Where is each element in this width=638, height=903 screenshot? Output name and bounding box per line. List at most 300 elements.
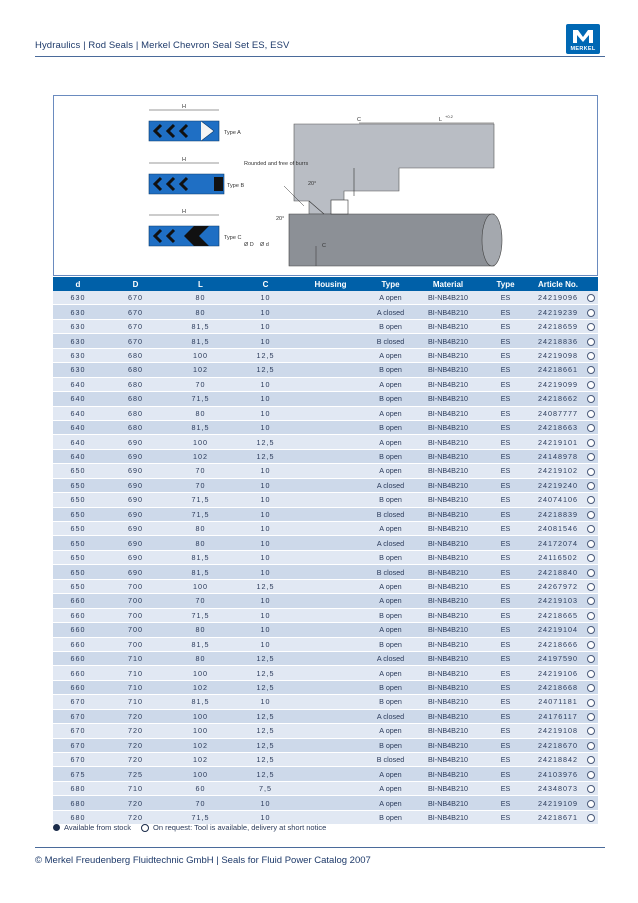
cell-L: 102 <box>168 449 233 463</box>
cell-D: 690 <box>103 478 168 492</box>
on-request-dot-icon <box>587 684 595 692</box>
cell-availability <box>583 796 598 810</box>
cell-L: 81,5 <box>168 319 233 333</box>
seal-technical-drawing <box>53 95 598 276</box>
cell-housing <box>298 579 363 593</box>
cell-D: 680 <box>103 420 168 434</box>
label-l-tolerance: +0.2 <box>445 114 453 119</box>
seal-spec-table <box>53 277 598 825</box>
cell-L: 102 <box>168 738 233 752</box>
cell-L: 102 <box>168 680 233 694</box>
cell-article-no: 24219240 <box>533 478 583 492</box>
cell-type: B open <box>363 695 418 709</box>
cell-article-no: 24267972 <box>533 579 583 593</box>
cell-d: 660 <box>53 651 103 665</box>
cell-type: B closed <box>363 753 418 767</box>
cell-article-no: 24219099 <box>533 377 583 391</box>
cell-article-no: 24219103 <box>533 594 583 608</box>
cell-C: 12,5 <box>233 435 298 449</box>
cell-material: BI-NB4B210 <box>418 522 478 536</box>
seal-type-b <box>149 163 224 194</box>
on-request-dot-icon <box>587 569 595 577</box>
cell-material: BI-NB4B210 <box>418 594 478 608</box>
on-request-dot-icon <box>587 468 595 476</box>
availability-legend <box>53 823 326 832</box>
cell-availability <box>583 420 598 434</box>
cell-availability <box>583 810 598 824</box>
table-row <box>53 435 598 449</box>
cell-housing <box>298 478 363 492</box>
cell-material: BI-NB4B210 <box>418 435 478 449</box>
cell-availability <box>583 579 598 593</box>
cell-housing <box>298 334 363 348</box>
cell-availability <box>583 608 598 622</box>
cell-series-type: ES <box>478 550 533 564</box>
on-request-dot-icon <box>587 641 595 649</box>
table-row <box>53 637 598 651</box>
table-row <box>53 695 598 709</box>
cell-type: A open <box>363 464 418 478</box>
cell-L: 100 <box>168 579 233 593</box>
cell-series-type: ES <box>478 637 533 651</box>
cell-material: BI-NB4B210 <box>418 420 478 434</box>
cell-article-no: 24116502 <box>533 550 583 564</box>
cell-D: 720 <box>103 796 168 810</box>
on-request-dot-icon <box>587 381 595 389</box>
cell-series-type: ES <box>478 377 533 391</box>
cell-C: 12,5 <box>233 738 298 752</box>
cell-d: 640 <box>53 392 103 406</box>
cell-article-no: 24218662 <box>533 392 583 406</box>
cell-C: 10 <box>233 608 298 622</box>
cell-L: 81,5 <box>168 420 233 434</box>
cell-d: 650 <box>53 478 103 492</box>
cell-L: 100 <box>168 348 233 362</box>
table-row <box>53 305 598 319</box>
cell-type: A open <box>363 406 418 420</box>
cell-type: A closed <box>363 536 418 550</box>
table-row <box>53 724 598 738</box>
cell-material: BI-NB4B210 <box>418 738 478 752</box>
table-row <box>53 406 598 420</box>
cell-availability <box>583 709 598 723</box>
cell-C: 10 <box>233 550 298 564</box>
cell-material: BI-NB4B210 <box>418 666 478 680</box>
cell-D: 720 <box>103 709 168 723</box>
cell-L: 81,5 <box>168 550 233 564</box>
cell-C: 12,5 <box>233 724 298 738</box>
cell-material: BI-NB4B210 <box>418 478 478 492</box>
cell-series-type: ES <box>478 522 533 536</box>
cell-housing <box>298 753 363 767</box>
label-rounded: Rounded and free of burrs <box>244 161 309 167</box>
on-request-dot-icon <box>587 655 595 663</box>
cell-type: B open <box>363 550 418 564</box>
cell-series-type: ES <box>478 753 533 767</box>
cell-article-no: 24219106 <box>533 666 583 680</box>
cell-series-type: ES <box>478 709 533 723</box>
cell-series-type: ES <box>478 565 533 579</box>
cell-L: 81,5 <box>168 565 233 579</box>
cell-d: 630 <box>53 319 103 333</box>
cell-availability <box>583 449 598 463</box>
cell-d: 640 <box>53 377 103 391</box>
on-request-dot-icon <box>587 800 595 808</box>
cell-d: 640 <box>53 406 103 420</box>
label-c-bottom: C <box>322 243 326 249</box>
table-row <box>53 334 598 348</box>
label-id: Ø d <box>260 242 269 248</box>
cell-type: A open <box>363 781 418 795</box>
on-request-dot-icon <box>587 814 595 822</box>
cell-availability <box>583 738 598 752</box>
cell-availability <box>583 724 598 738</box>
header-L: L <box>168 277 233 291</box>
cell-article-no: 24219096 <box>533 291 583 305</box>
table-row <box>53 738 598 752</box>
table-row <box>53 753 598 767</box>
cell-material: BI-NB4B210 <box>418 781 478 795</box>
housing-shape <box>294 124 494 214</box>
table-row <box>53 449 598 463</box>
cell-availability <box>583 550 598 564</box>
cell-type: A open <box>363 522 418 536</box>
cell-material: BI-NB4B210 <box>418 464 478 478</box>
table-row <box>53 319 598 333</box>
cell-d: 680 <box>53 781 103 795</box>
header-material: Material <box>418 277 478 291</box>
on-request-dot-icon <box>587 453 595 461</box>
on-request-dot-icon <box>587 756 595 764</box>
cell-series-type: ES <box>478 666 533 680</box>
cell-D: 720 <box>103 724 168 738</box>
cell-L: 100 <box>168 767 233 781</box>
cell-article-no: 24197590 <box>533 651 583 665</box>
cell-D: 690 <box>103 493 168 507</box>
cell-C: 10 <box>233 392 298 406</box>
cell-type: A closed <box>363 709 418 723</box>
cell-d: 630 <box>53 348 103 362</box>
cell-series-type: ES <box>478 435 533 449</box>
table-row <box>53 767 598 781</box>
table-row <box>53 493 598 507</box>
cell-material: BI-NB4B210 <box>418 709 478 723</box>
cell-L: 102 <box>168 753 233 767</box>
header-series-type: Type <box>478 277 533 291</box>
cell-article-no: 24219239 <box>533 305 583 319</box>
cell-availability <box>583 377 598 391</box>
cell-availability <box>583 493 598 507</box>
table-row <box>53 579 598 593</box>
cell-series-type: ES <box>478 767 533 781</box>
cell-housing <box>298 565 363 579</box>
cell-D: 690 <box>103 449 168 463</box>
cell-series-type: ES <box>478 724 533 738</box>
on-request-dot-icon <box>141 824 149 832</box>
cell-availability <box>583 651 598 665</box>
cell-housing <box>298 680 363 694</box>
cell-article-no: 24218839 <box>533 507 583 521</box>
cell-C: 10 <box>233 291 298 305</box>
cell-article-no: 24219108 <box>533 724 583 738</box>
cell-housing <box>298 550 363 564</box>
on-request-dot-icon <box>587 612 595 620</box>
cell-housing <box>298 695 363 709</box>
cell-series-type: ES <box>478 579 533 593</box>
cell-C: 10 <box>233 464 298 478</box>
cell-series-type: ES <box>478 623 533 637</box>
merkel-logo <box>566 24 600 54</box>
rod-shape <box>289 214 499 266</box>
header-d: d <box>53 277 103 291</box>
on-request-dot-icon <box>587 511 595 519</box>
label-angle-2: 20° <box>276 216 285 222</box>
cell-material: BI-NB4B210 <box>418 392 478 406</box>
cell-d: 670 <box>53 709 103 723</box>
cell-C: 12,5 <box>233 709 298 723</box>
cell-housing <box>298 305 363 319</box>
cell-article-no: 24218668 <box>533 680 583 694</box>
cell-housing <box>298 724 363 738</box>
cell-L: 81,5 <box>168 637 233 651</box>
table-row <box>53 377 598 391</box>
cell-article-no: 24148978 <box>533 449 583 463</box>
cell-material: BI-NB4B210 <box>418 767 478 781</box>
cell-L: 81,5 <box>168 695 233 709</box>
cell-C: 12,5 <box>233 753 298 767</box>
cell-material: BI-NB4B210 <box>418 796 478 810</box>
cell-D: 700 <box>103 594 168 608</box>
cell-L: 80 <box>168 623 233 637</box>
table-row <box>53 291 598 305</box>
label-l: L <box>439 117 443 123</box>
cell-material: BI-NB4B210 <box>418 449 478 463</box>
cell-article-no: 24218670 <box>533 738 583 752</box>
cell-housing <box>298 319 363 333</box>
cell-D: 680 <box>103 348 168 362</box>
cell-article-no: 24071181 <box>533 695 583 709</box>
cell-material: BI-NB4B210 <box>418 724 478 738</box>
cell-d: 660 <box>53 608 103 622</box>
cell-C: 12,5 <box>233 680 298 694</box>
cell-article-no: 24218661 <box>533 363 583 377</box>
header-availability <box>583 277 598 291</box>
label-type-c: Type C <box>224 235 242 241</box>
cell-D: 700 <box>103 623 168 637</box>
cell-availability <box>583 334 598 348</box>
cell-housing <box>298 709 363 723</box>
cell-housing <box>298 637 363 651</box>
on-request-dot-icon <box>587 554 595 562</box>
cell-L: 71,5 <box>168 608 233 622</box>
cell-type: A open <box>363 377 418 391</box>
cell-article-no: 24218659 <box>533 319 583 333</box>
cell-D: 670 <box>103 334 168 348</box>
cell-series-type: ES <box>478 449 533 463</box>
on-request-dot-icon <box>587 439 595 447</box>
cell-availability <box>583 392 598 406</box>
cell-housing <box>298 493 363 507</box>
cell-C: 10 <box>233 536 298 550</box>
table-row <box>53 507 598 521</box>
on-request-dot-icon <box>587 713 595 721</box>
on-request-dot-icon <box>587 597 595 605</box>
cell-L: 71,5 <box>168 392 233 406</box>
cell-availability <box>583 305 598 319</box>
cell-L: 70 <box>168 796 233 810</box>
header-type: Type <box>363 277 418 291</box>
cell-C: 10 <box>233 522 298 536</box>
cell-C: 12,5 <box>233 767 298 781</box>
cell-type: A open <box>363 767 418 781</box>
cell-type: B open <box>363 810 418 824</box>
cell-d: 640 <box>53 435 103 449</box>
cell-type: B open <box>363 637 418 651</box>
table-row <box>53 565 598 579</box>
cell-D: 690 <box>103 536 168 550</box>
cell-availability <box>583 348 598 362</box>
cell-C: 10 <box>233 623 298 637</box>
cell-housing <box>298 796 363 810</box>
label-h-b: H <box>182 157 186 163</box>
cell-series-type: ES <box>478 334 533 348</box>
cell-d: 640 <box>53 420 103 434</box>
cell-material: BI-NB4B210 <box>418 334 478 348</box>
cell-L: 71,5 <box>168 810 233 824</box>
cell-availability <box>583 637 598 651</box>
header-divider <box>35 56 605 57</box>
table-row <box>53 348 598 362</box>
cell-series-type: ES <box>478 392 533 406</box>
table-row <box>53 478 598 492</box>
cell-type: A open <box>363 796 418 810</box>
table-row <box>53 464 598 478</box>
cell-type: B open <box>363 738 418 752</box>
table-row <box>53 680 598 694</box>
cell-C: 12,5 <box>233 579 298 593</box>
header-article-no: Article No. <box>533 277 583 291</box>
cell-article-no: 24218840 <box>533 565 583 579</box>
cell-material: BI-NB4B210 <box>418 348 478 362</box>
cell-D: 725 <box>103 767 168 781</box>
cell-material: BI-NB4B210 <box>418 810 478 824</box>
cell-C: 10 <box>233 796 298 810</box>
cell-L: 80 <box>168 522 233 536</box>
cell-material: BI-NB4B210 <box>418 406 478 420</box>
cell-type: B closed <box>363 565 418 579</box>
on-request-dot-icon <box>587 482 595 490</box>
cell-d: 660 <box>53 637 103 651</box>
cell-material: BI-NB4B210 <box>418 608 478 622</box>
cell-article-no: 24219109 <box>533 796 583 810</box>
cell-D: 680 <box>103 377 168 391</box>
cell-housing <box>298 594 363 608</box>
cell-d: 670 <box>53 738 103 752</box>
on-request-dot-icon <box>587 352 595 360</box>
cell-material: BI-NB4B210 <box>418 319 478 333</box>
cell-d: 650 <box>53 464 103 478</box>
cell-housing <box>298 666 363 680</box>
on-request-dot-icon <box>587 309 595 317</box>
cell-housing <box>298 507 363 521</box>
cell-d: 650 <box>53 565 103 579</box>
on-request-dot-icon <box>587 540 595 548</box>
cell-series-type: ES <box>478 695 533 709</box>
cell-material: BI-NB4B210 <box>418 305 478 319</box>
cell-C: 12,5 <box>233 348 298 362</box>
cell-C: 10 <box>233 493 298 507</box>
cell-d: 640 <box>53 449 103 463</box>
cell-D: 700 <box>103 637 168 651</box>
cell-C: 10 <box>233 565 298 579</box>
on-request-dot-icon <box>587 366 595 374</box>
cell-type: A open <box>363 623 418 637</box>
cell-L: 100 <box>168 435 233 449</box>
cell-material: BI-NB4B210 <box>418 753 478 767</box>
cell-material: BI-NB4B210 <box>418 680 478 694</box>
cell-D: 690 <box>103 435 168 449</box>
cell-C: 10 <box>233 810 298 824</box>
on-request-dot-icon <box>587 395 595 403</box>
cell-d: 650 <box>53 536 103 550</box>
on-request-dot-icon <box>587 771 595 779</box>
on-request-dot-icon <box>587 525 595 533</box>
cell-D: 710 <box>103 651 168 665</box>
cell-d: 630 <box>53 291 103 305</box>
cell-article-no: 24218665 <box>533 608 583 622</box>
cell-availability <box>583 291 598 305</box>
cell-d: 660 <box>53 680 103 694</box>
cell-article-no: 24103976 <box>533 767 583 781</box>
cell-material: BI-NB4B210 <box>418 623 478 637</box>
cell-article-no: 24176117 <box>533 709 583 723</box>
label-type-b: Type B <box>227 183 245 189</box>
cell-type: B open <box>363 493 418 507</box>
cell-series-type: ES <box>478 493 533 507</box>
cell-availability <box>583 478 598 492</box>
cell-housing <box>298 392 363 406</box>
cell-series-type: ES <box>478 738 533 752</box>
cell-L: 70 <box>168 478 233 492</box>
cell-series-type: ES <box>478 594 533 608</box>
logo-label: MERKEL <box>570 46 596 52</box>
on-request-dot-icon <box>587 670 595 678</box>
cell-type: A closed <box>363 478 418 492</box>
header-D: D <box>103 277 168 291</box>
cell-type: A open <box>363 594 418 608</box>
cell-article-no: 24219101 <box>533 435 583 449</box>
cell-housing <box>298 608 363 622</box>
cell-D: 710 <box>103 680 168 694</box>
cell-series-type: ES <box>478 796 533 810</box>
table-row <box>53 781 598 795</box>
cell-material: BI-NB4B210 <box>418 695 478 709</box>
table-row <box>53 666 598 680</box>
table-body <box>53 291 598 825</box>
cell-series-type: ES <box>478 608 533 622</box>
cell-C: 10 <box>233 420 298 434</box>
cell-d: 675 <box>53 767 103 781</box>
on-request-dot-icon <box>587 410 595 418</box>
cell-series-type: ES <box>478 420 533 434</box>
cell-L: 60 <box>168 781 233 795</box>
table-row <box>53 651 598 665</box>
cell-D: 690 <box>103 550 168 564</box>
cell-D: 680 <box>103 392 168 406</box>
cell-series-type: ES <box>478 536 533 550</box>
cell-type: B open <box>363 608 418 622</box>
housing-groove <box>331 200 348 214</box>
